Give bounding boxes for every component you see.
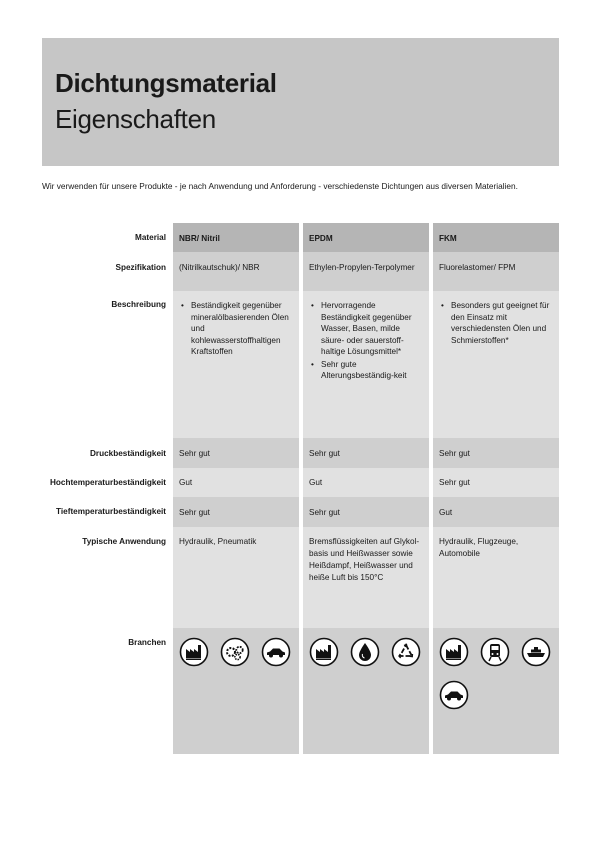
intro-text: Wir verwenden für unsere Produkte - je nach Anwendung und Anforderung - verschiedenste Dichtungen aus diversen Materialien. [42,181,518,191]
material-cell [173,223,299,252]
spezifikation-value: Fluorelastomer/ FPM [439,263,516,272]
row-label-tieftemp: Tieftemperaturbeständigkeit [56,507,166,516]
material-column [433,223,559,754]
row-label-beschreibung: Beschreibung [111,300,166,309]
train-icon [480,637,510,667]
tieftemp-value: Sehr gut [309,508,340,517]
material-name: FKM [439,234,457,243]
beschreibung-list [179,300,295,359]
material-column [173,223,299,754]
row-label-branchen: Branchen [128,638,166,647]
hochtemp-value: Gut [309,478,323,487]
beschreibung-list [309,300,425,383]
row-label-spezifikation: Spezifikation [115,263,166,272]
row-label-material: Material [135,233,166,242]
row-label-druck: Druckbeständigkeit [90,449,166,458]
druck-value: Sehr gut [179,449,210,458]
title-banner [42,38,559,166]
recycling-icon [391,637,421,667]
spezifikation-cell [303,252,429,291]
car-icon [261,637,291,667]
factory-icon [179,637,209,667]
druck-value: Sehr gut [439,449,470,458]
water-drop-icon [350,637,380,667]
tieftemp-cell [303,497,429,527]
spezifikation-value: Ethylen-Propylen-Terpolymer [309,263,415,272]
druck-cell [303,438,429,468]
gears-icon [220,637,250,667]
spezifikation-cell [433,252,559,291]
hochtemp-cell [303,468,429,497]
tieftemp-value: Sehr gut [179,508,210,517]
row-label-hochtemp: Hochtemperaturbeständigkeit [49,478,166,487]
beschreibung-list [439,300,555,347]
material-name: NBR/ Nitril [179,234,220,243]
tieftemp-cell [433,497,559,527]
hochtemp-value: Sehr gut [439,478,470,487]
anwendung-value: Hydraulik, Flugzeuge, Automobile [439,537,519,558]
page-subtitle: Eigenschaften [55,104,216,134]
druck-cell [173,438,299,468]
druck-cell [433,438,559,468]
hochtemp-cell [433,468,559,497]
spezifikation-value: (Nitrilkautschuk)/ NBR [179,263,260,272]
beschreibung-item: • Hervorragende Beständigkeit gegenüber Wasser, Basen, milde säure- oder sauerstoff-haltige Lösungsmittel* [321,300,425,358]
anwendung-value: Bremsflüssigkeiten auf Glykol-basis und Heißwasser sowie Heißdampf, Heißwasser und heiße Luft bis 150°C [309,537,420,582]
beschreibung-item: • Sehr gute Alterungsbeständig-keit [321,359,425,382]
factory-icon [439,637,469,667]
car-icon [439,680,469,710]
druck-value: Sehr gut [309,449,340,458]
material-cell [303,223,429,252]
material-column [303,223,429,754]
material-cell [433,223,559,252]
tieftemp-value: Gut [439,508,453,517]
beschreibung-item: • Besonders gut geeignet für den Einsatz mit verschiedensten Ölen und Schmierstoffen* [451,300,555,346]
hochtemp-value: Gut [179,478,193,487]
material-name: EPDM [309,234,333,243]
page-title: Dichtungsmaterial [55,68,277,98]
spezifikation-cell [173,252,299,291]
hochtemp-cell [173,468,299,497]
factory-icon [309,637,339,667]
beschreibung-item: • Beständigkeit gegenüber mineralölbasierenden Ölen und kohlewasserstoffhaltigen Kraftstoffen [191,300,295,358]
row-label-anwendung: Typische Anwendung [82,537,166,546]
ship-icon [521,637,551,667]
anwendung-value: Hydraulik, Pneumatik [179,537,257,546]
tieftemp-cell [173,497,299,527]
